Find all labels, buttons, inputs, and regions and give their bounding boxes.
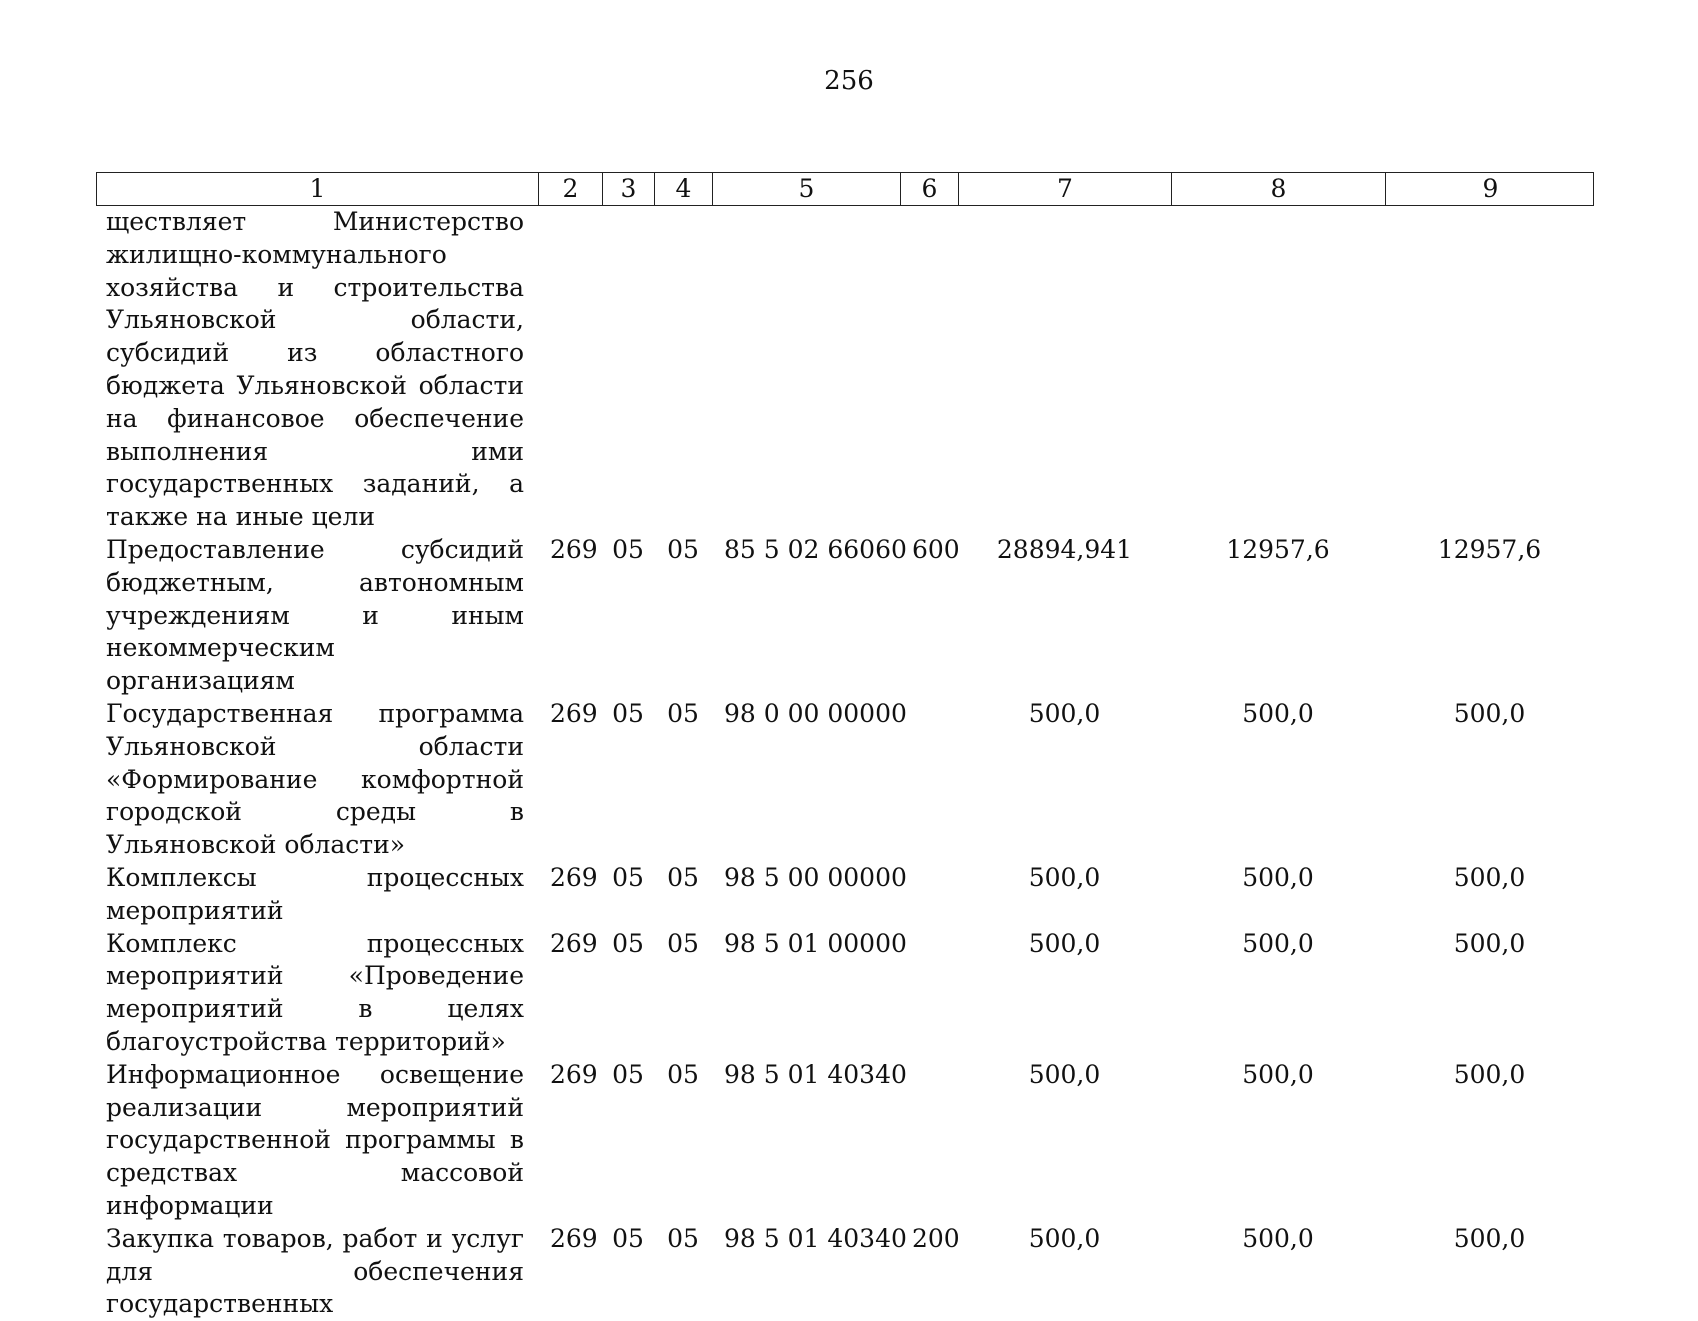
- row-col-6: [900, 206, 958, 534]
- row-col-4: 05: [667, 928, 699, 958]
- row-col-9: 500,0: [1453, 1223, 1526, 1253]
- row-col-6: 600: [912, 534, 960, 564]
- row-col-2: 269: [550, 534, 598, 564]
- row-col-7: 500,0: [1028, 698, 1101, 728]
- row-col-6: [900, 1059, 958, 1223]
- row-col-4: [654, 206, 712, 534]
- row-description: Государственная программа Ульяновской области «Формирование комфортной городской среды в Ульяновской области»: [106, 698, 524, 860]
- row-col-4: 05: [667, 1223, 699, 1253]
- row-col-5: 98 0 00 00000: [724, 698, 907, 728]
- row-col-8: 500,0: [1242, 1223, 1314, 1253]
- row-col-2: 269: [550, 1059, 598, 1089]
- row-col-7: 500,0: [1028, 1059, 1101, 1089]
- row-col-8: 500,0: [1242, 1059, 1314, 1089]
- row-description: Закупка товаров, работ и услуг для обеспечения государственных: [106, 1223, 524, 1319]
- row-col-2: [538, 206, 602, 534]
- row-col-3: 05: [612, 928, 644, 958]
- row-col-3: [602, 206, 654, 534]
- page-number: 256: [824, 66, 874, 96]
- row-col-3: 05: [612, 534, 644, 564]
- row-col-7: 500,0: [1028, 928, 1101, 958]
- row-col-9: 500,0: [1453, 928, 1526, 958]
- row-description: Информационное освещение реализации мероприятий государственной программы в средствах массовой информации: [106, 1059, 524, 1220]
- row-col-3: 05: [612, 698, 644, 728]
- table-row: [96, 206, 1594, 534]
- row-col-7: 500,0: [1028, 1223, 1101, 1253]
- table-row: [96, 928, 1594, 1059]
- row-col-3: 05: [612, 1223, 644, 1253]
- row-col-7: [958, 206, 1171, 534]
- table-row: [96, 1059, 1594, 1223]
- row-col-7: 500,0: [1028, 862, 1101, 892]
- row-description: Комплекс процессных мероприятий «Проведение мероприятий в целях благоустройства территорий»: [106, 928, 524, 1056]
- row-col-4: 05: [667, 698, 699, 728]
- table-body: [96, 206, 1594, 1321]
- table-row: [96, 698, 1594, 862]
- row-col-9: 500,0: [1453, 862, 1526, 892]
- row-col-5: 85 5 02 66060: [724, 534, 907, 564]
- row-col-9: 12957,6: [1437, 534, 1542, 564]
- row-col-9: 500,0: [1453, 1059, 1526, 1089]
- row-col-3: 05: [612, 862, 644, 892]
- row-col-6: [900, 928, 958, 1059]
- row-description: Комплексы процессных мероприятий: [106, 862, 524, 925]
- header-col-9: 9: [1482, 174, 1499, 203]
- row-col-9: 500,0: [1453, 698, 1526, 728]
- row-col-2: 269: [550, 862, 598, 892]
- row-col-8: 500,0: [1242, 862, 1314, 892]
- table-row: [96, 534, 1594, 698]
- row-col-5: 98 5 01 40340: [724, 1059, 907, 1089]
- row-col-8: 500,0: [1242, 928, 1314, 958]
- header-col-3: 3: [603, 173, 655, 205]
- row-col-2: 269: [550, 928, 598, 958]
- header-col-2: 2: [539, 173, 603, 205]
- row-col-5: 98 5 00 00000: [724, 862, 907, 892]
- row-col-4: 05: [667, 862, 699, 892]
- header-col-5: 5: [713, 173, 901, 205]
- row-col-7: 28894,941: [996, 534, 1133, 564]
- row-col-9: [1385, 206, 1594, 534]
- row-col-2: 269: [550, 698, 598, 728]
- table-row: [96, 862, 1594, 928]
- row-col-5: [712, 206, 900, 534]
- header-col-8: 8: [1172, 173, 1386, 205]
- row-col-6: 200: [912, 1223, 960, 1253]
- row-col-2: 269: [550, 1223, 598, 1253]
- row-col-5: 98 5 01 00000: [724, 928, 907, 958]
- row-col-5: 98 5 01 40340: [724, 1223, 907, 1253]
- table-header: [96, 172, 1594, 206]
- row-col-6: [900, 698, 958, 862]
- row-col-3: 05: [612, 1059, 644, 1089]
- header-col-4: 4: [655, 173, 713, 205]
- row-col-8: 12957,6: [1226, 534, 1330, 564]
- table-row: [96, 1223, 1594, 1321]
- row-col-8: 500,0: [1242, 698, 1314, 728]
- header-col-7: 7: [959, 173, 1172, 205]
- row-col-4: 05: [667, 534, 699, 564]
- row-col-6: [900, 862, 958, 928]
- row-description: Предоставление субсидий бюджетным, автономным учреждениям и иным некоммерческим организациям: [106, 534, 524, 696]
- row-col-4: 05: [667, 1059, 699, 1089]
- row-description: ществляет Министерство жилищно-коммунального хозяйства и строительства Ульяновской области, субсидий из областного бюджета Ульяновской области на финансовое обеспечение выполнения ими государственных заданий, а также на иные цели: [106, 207, 524, 532]
- row-col-8: [1171, 206, 1385, 534]
- header-col-6: 6: [901, 173, 959, 205]
- header-col-1: 1: [97, 173, 539, 205]
